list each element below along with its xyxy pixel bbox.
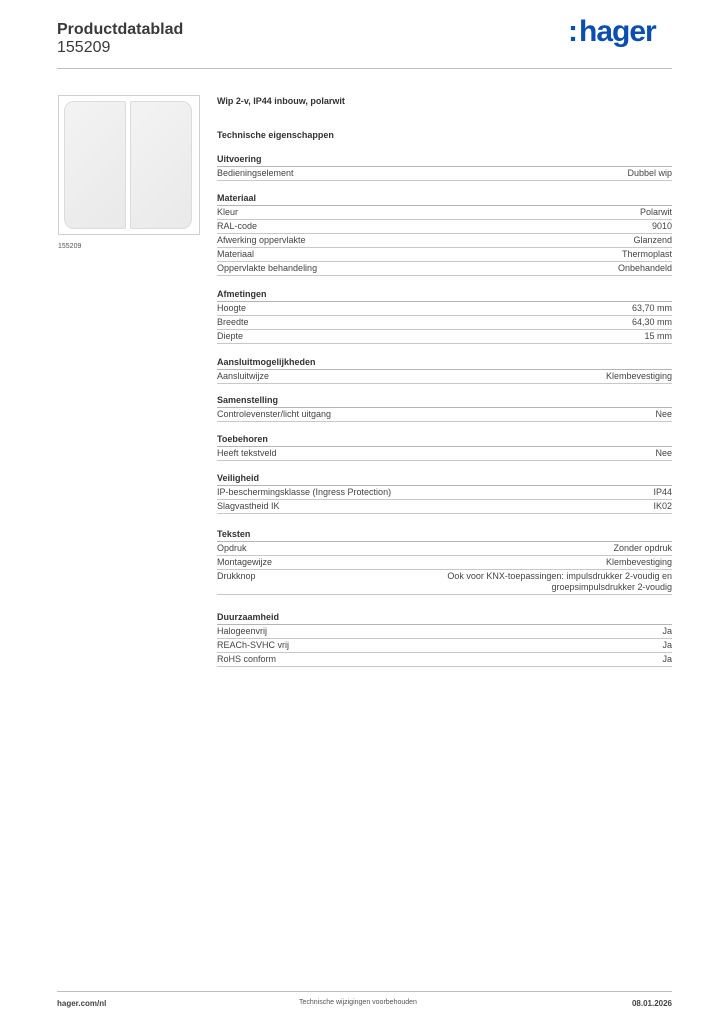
spec-value: 64,30 mm	[631, 317, 672, 327]
spec-label: Controlevenster/licht uitgang	[217, 409, 332, 419]
spec-group-title: Duurzaamheid	[217, 611, 672, 625]
spec-group	[217, 528, 672, 595]
spec-label: Materiaal	[217, 249, 255, 259]
image-caption: 155209	[58, 243, 82, 250]
spec-row	[217, 447, 672, 461]
spec-group-title: Teksten	[217, 528, 672, 542]
footer-date: 08.01.2026	[631, 999, 672, 1008]
spec-label: Breedte	[217, 317, 249, 327]
spec-label: Afwerking oppervlakte	[217, 235, 306, 245]
spec-value: Nee	[655, 448, 672, 458]
footer-divider	[57, 991, 672, 992]
footer-disclaimer: Technische wijzigingen voorbehouden	[299, 999, 417, 1006]
spec-label: Drukknop	[217, 571, 256, 581]
spec-label: Oppervlakte behandeling	[217, 263, 318, 273]
spec-row	[217, 234, 672, 248]
spec-row	[217, 542, 672, 556]
header-divider	[57, 68, 672, 69]
spec-row	[217, 248, 672, 262]
spec-group-title: Materiaal	[217, 192, 672, 206]
spec-value: Dubbel wip	[627, 168, 672, 178]
spec-value: Ook voor KNX-toepassingen: impulsdrukker 2-voudig en groepsimpulsdrukker 2-voudig	[447, 571, 672, 592]
spec-label: Heeft tekstveld	[217, 448, 277, 458]
document-title: Productdatablad	[57, 21, 184, 38]
spec-row	[217, 330, 672, 344]
spec-row	[217, 500, 672, 514]
spec-group-title: Uitvoering	[217, 153, 672, 167]
spec-value: Nee	[655, 409, 672, 419]
spec-label: Bedieningselement	[217, 168, 294, 178]
spec-value: 15 mm	[644, 331, 672, 341]
spec-group	[217, 153, 672, 181]
spec-label: REACh-SVHC vrij	[217, 640, 290, 650]
product-image	[58, 95, 200, 235]
spec-value: Ja	[662, 626, 672, 636]
spec-group	[217, 433, 672, 461]
spec-value: Onbehandeld	[617, 263, 672, 273]
spec-row	[217, 316, 672, 330]
spec-value: Glanzend	[633, 235, 672, 245]
spec-row	[217, 408, 672, 422]
spec-row	[217, 206, 672, 220]
spec-label: Opdruk	[217, 543, 247, 553]
document-number: 155209	[57, 39, 111, 56]
spec-value: 63,70 mm	[631, 303, 672, 313]
spec-value: Polarwit	[639, 207, 672, 217]
spec-label: Montagewijze	[217, 557, 273, 567]
rocker-right	[130, 101, 192, 229]
spec-group-title: Veiligheid	[217, 472, 672, 486]
spec-label: Slagvastheid IK	[217, 501, 280, 511]
spec-label: RoHS conform	[217, 654, 277, 664]
spec-group	[217, 288, 672, 344]
spec-value: Klembevestiging	[605, 371, 672, 381]
spec-label: RAL-code	[217, 221, 258, 231]
spec-value: Ja	[662, 640, 672, 650]
spec-value: IK02	[653, 501, 672, 511]
spec-row	[217, 167, 672, 181]
spec-group-title: Aansluitmogelijkheden	[217, 356, 672, 370]
spec-group-title: Afmetingen	[217, 288, 672, 302]
footer-website: hager.com/nl	[57, 999, 107, 1008]
spec-value: 9010	[651, 221, 672, 231]
product-name: Wip 2-v, IP44 inbouw, polarwit	[217, 96, 345, 106]
spec-group	[217, 192, 672, 276]
spec-value: IP44	[653, 487, 672, 497]
spec-label: Halogeenvrij	[217, 626, 268, 636]
spec-row	[217, 302, 672, 316]
spec-value: Klembevestiging	[605, 557, 672, 567]
spec-label: Diepte	[217, 331, 244, 341]
spec-group	[217, 611, 672, 667]
spec-label: Aansluitwijze	[217, 371, 270, 381]
spec-group-title: Samenstelling	[217, 394, 672, 408]
spec-groups	[217, 153, 672, 667]
spec-row	[217, 220, 672, 234]
spec-row	[217, 639, 672, 653]
spec-row	[217, 625, 672, 639]
spec-content	[217, 95, 672, 667]
spec-row	[217, 486, 672, 500]
rocker-left	[64, 101, 126, 229]
spec-label: Hoogte	[217, 303, 247, 313]
spec-group	[217, 356, 672, 384]
spec-row	[217, 653, 672, 667]
spec-value: Thermoplast	[621, 249, 672, 259]
spec-row	[217, 262, 672, 276]
spec-group	[217, 394, 672, 422]
spec-value: Ja	[662, 654, 672, 664]
spec-row	[217, 556, 672, 570]
spec-label: IP-beschermingsklasse (Ingress Protection)	[217, 487, 392, 497]
section-title: Technische eigenschappen	[217, 130, 334, 140]
spec-row	[217, 370, 672, 384]
brand-logo: :hager	[568, 15, 656, 48]
spec-group	[217, 472, 672, 514]
spec-row	[217, 570, 672, 595]
spec-label: Kleur	[217, 207, 239, 217]
spec-group-title: Toebehoren	[217, 433, 672, 447]
spec-value: Zonder opdruk	[613, 543, 672, 553]
